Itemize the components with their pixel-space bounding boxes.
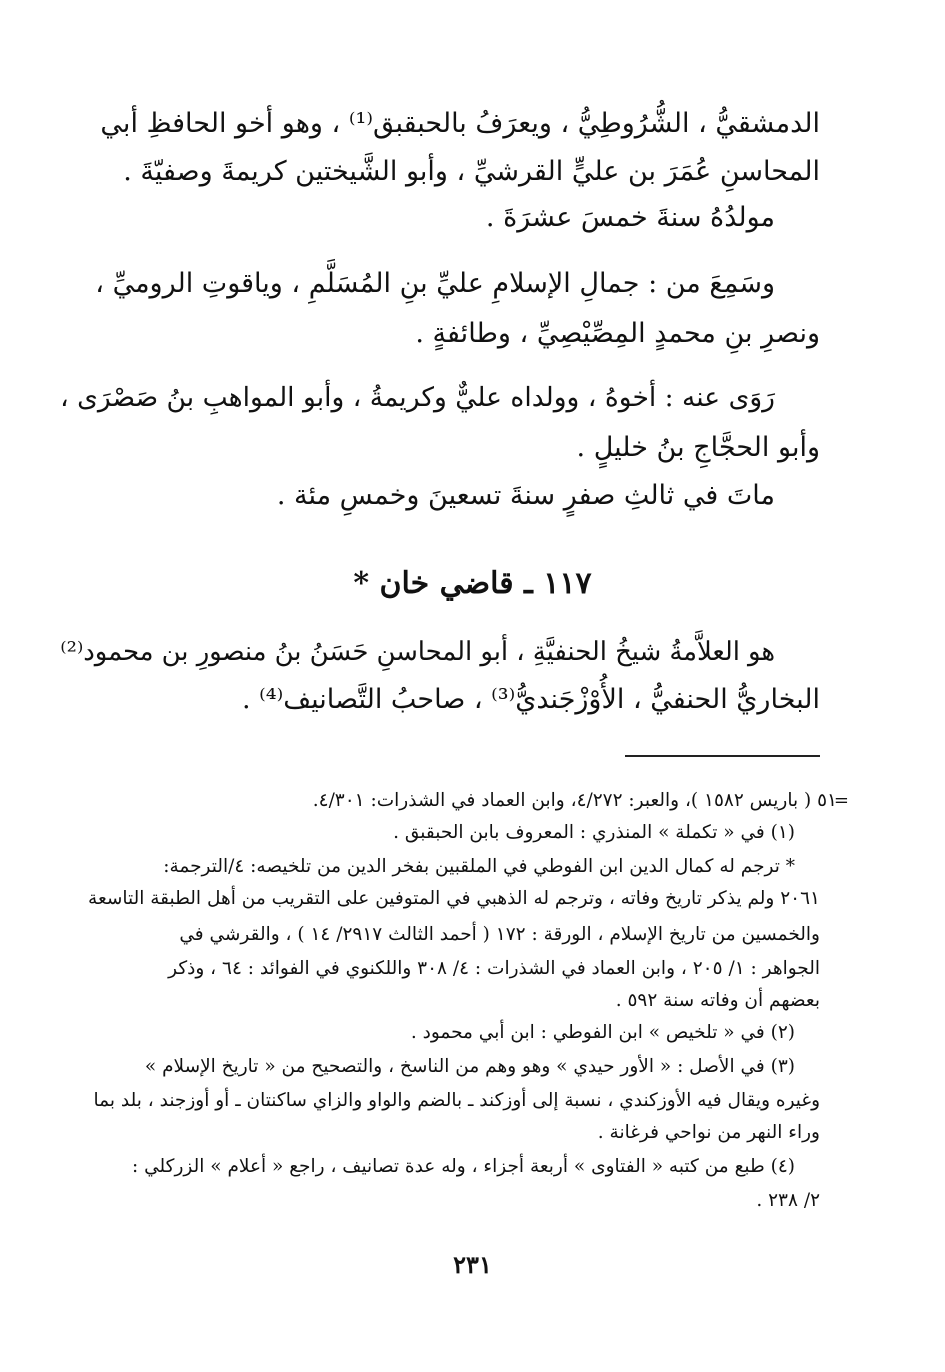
footnote-line-8: (٢) في « تلخيص » ابن الفوطي : ابن أبي محمود . (410, 1022, 795, 1043)
footnote-divider (625, 755, 820, 757)
footnote-line-4: ٢٠٦١ ولم يذكر تاريخ وفاته ، وترجم له الذهبي في المتوفين على التقريب من أهل الطبقة التاسعة (88, 888, 820, 909)
continuation-marker: = (833, 790, 849, 811)
body-line-4: وسَمِعَ من : جمالِ الإسلامِ عليِّ بنِ المُسَلَّمِ ، وياقوتِ الروميِّ ، (95, 268, 775, 299)
entry-line-2: البخاريُّ الحنفيُّ ، الأُوْزْجَنديُّ⁽³⁾ ، صاحبُ التَّصانيف⁽⁴⁾ . (241, 684, 820, 715)
footnote-line-6: الجواهر : ١/ ٢٠٥ ، وابن العماد في الشذرات : ٤/ ٣٠٨ واللكنوي في الفوائد : ٦٤ ، وذكر (168, 958, 820, 979)
body-line-1: الدمشقيُّ ، الشُّرُوطِيُّ ، ويعرَفُ بالحبقبق⁽¹⁾ ، وهو أخو الحافظِ أبي (100, 108, 820, 139)
body-line-2: المحاسنِ عُمَرَ بن عليٍّ القرشيِّ ، وأبو الشَّيختين كريمةَ وصفيّةَ . (123, 156, 820, 187)
body-line-7: وأبو الحجَّاجِ بنُ خليلٍ . (576, 432, 820, 463)
body-line-8: ماتَ في ثالثِ صفرٍ سنةَ تسعينَ وخمسِ مئة . (276, 480, 775, 511)
footnote-line-12: (٤) طبع من كتبه « الفتاوى » أربعة أجزاء ، وله عدة تصانيف ، راجع « أعلام » الزركلي : (132, 1156, 795, 1177)
page-number: ٢٣١ (453, 1250, 492, 1279)
body-line-5: ونصرِ بنِ محمدٍ المِصِّيْصِيِّ ، وطائفةٍ . (415, 318, 820, 349)
footnote-line-11: وراء النهر من نواحي فرغانة . (597, 1122, 820, 1143)
footnote-line-5: والخمسين من تاريخ الإسلام ، الورقة : ١٧٢ ( أحمد الثالث ٢٩١٧/ ١٤ ) ، والقرشي في (179, 924, 820, 945)
footnote-line-1: ٥١ ( باريس ١٥٨٢ )، والعبر: ٤/٢٧٢، وابن العماد في الشذرات: ٤/٣٠١. (312, 790, 837, 811)
body-line-6: رَوَى عنه : أخوهُ ، وولداه عليٌّ وكريمةُ ، وأبو المواهبِ بنُ صَصْرَى ، (60, 382, 775, 413)
footnote-line-10: وغيره ويقال فيه الأوزكندي ، نسبة إلى أوزكند ـ بالضم والواو والزاي ساكنتان ـ أو أوزجند ، بلد بما (93, 1090, 820, 1111)
footnote-line-2: (١) في « تكملة » المنذري : المعروف بابن الحبقبق . (393, 822, 795, 843)
body-line-3: مولدُهُ سنةَ خمسَ عشرَةَ . (485, 202, 775, 233)
footnote-line-7: بعضهم أن وفاته سنة ٥٩٢ . (615, 990, 820, 1011)
entry-line-1: هو العلاَّمةُ شيخُ الحنفيَّةِ ، أبو المحاسنِ حَسَنُ بنُ منصورِ بن محمود⁽²⁾ (60, 637, 775, 667)
entry-heading: ١١٧ ـ قاضي خان * (353, 566, 592, 601)
footnote-line-3: * ترجم له كمال الدين ابن الفوطي في الملقبين بفخر الدين من تلخيصه: ٤/الترجمة: (163, 856, 795, 877)
footnote-line-13: ٢/ ٢٣٨ . (756, 1190, 820, 1211)
footnote-line-9: (٣) في الأصل : « الأور حيدي » وهو وهم من الناسخ ، والتصحيح من « تاريخ الإسلام » (144, 1056, 795, 1077)
